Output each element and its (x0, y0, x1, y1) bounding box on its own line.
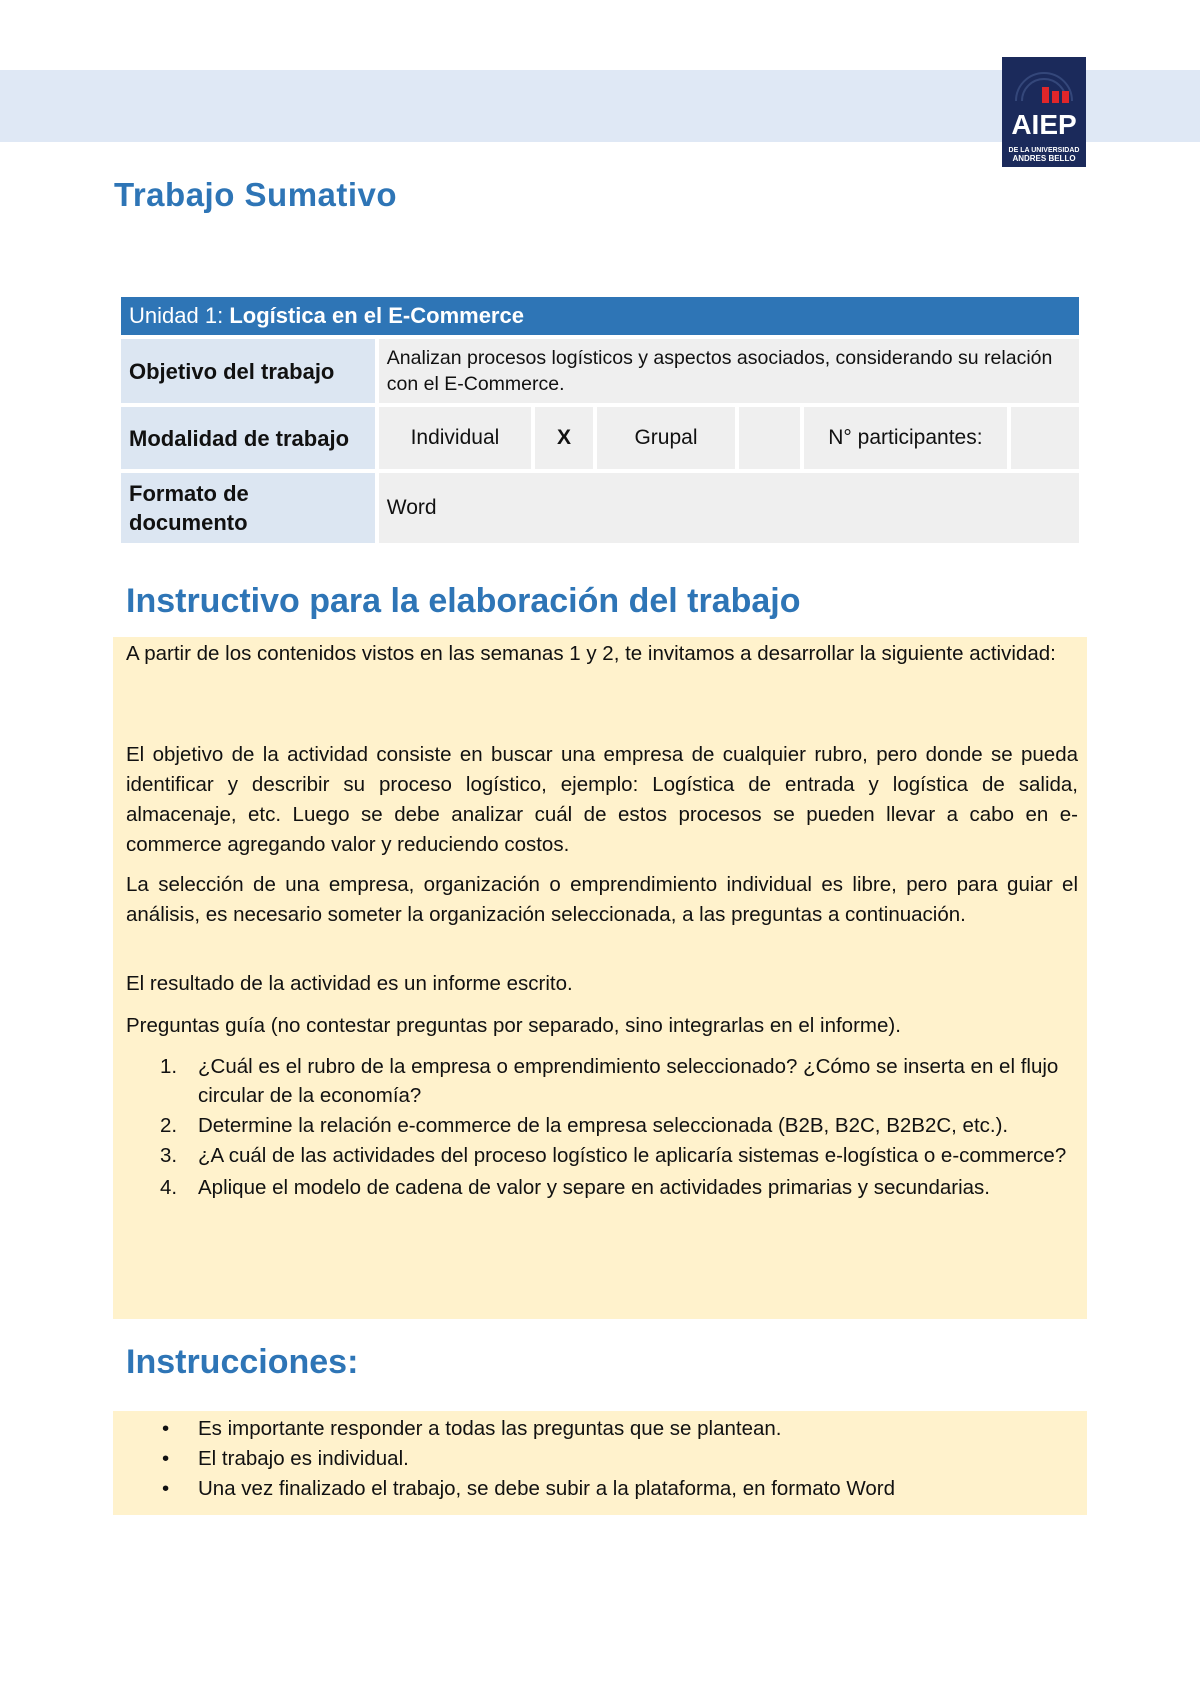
objective-value: Analizan procesos logísticos y aspectos asociados, considerando su relación con el E-Commerce. (379, 339, 1079, 403)
format-label: Formato de documento (121, 473, 375, 543)
list-item-text: ¿Cuál es el rubro de la empresa o emprendimiento seleccionado? ¿Cómo se inserta en el flujo circular de la economía? (198, 1055, 1059, 1107)
unit-name: Logística en el E-Commerce (229, 303, 524, 328)
list-item-text: Una vez finalizado el trabajo, se debe subir a la plataforma, en formato Word (198, 1477, 895, 1500)
participants-label: N° participantes: (804, 407, 1007, 469)
bullet-icon: • (162, 1417, 170, 1440)
info-table (117, 293, 1083, 547)
list-number: 1. (160, 1055, 178, 1078)
modality-label: Modalidad de trabajo (121, 407, 375, 469)
result-paragraph: El resultado de la actividad es un informe escrito. (126, 972, 573, 995)
unit-header (121, 297, 1079, 335)
bullet-icon: • (162, 1447, 170, 1470)
intro-paragraph: A partir de los contenidos vistos en las semanas 1 y 2, te invitamos a desarrollar la siguiente actividad: (126, 642, 1056, 665)
logo-text: AIEP (1011, 109, 1077, 140)
list-item (160, 1474, 1080, 1504)
list-item (160, 1414, 1080, 1444)
bullet-icon: • (162, 1477, 170, 1500)
list-number: 4. (160, 1176, 178, 1199)
list-item-text: Aplique el modelo de cadena de valor y separe en actividades primarias y secundarias. (198, 1176, 990, 1199)
instrucciones-heading: Instrucciones: (126, 1343, 359, 1381)
individual-label: Individual (379, 407, 531, 469)
guide-questions-list (160, 1052, 1080, 1206)
list-item (160, 1052, 1080, 1110)
unit-prefix: Unidad 1: (129, 303, 224, 328)
group-label: Grupal (597, 407, 735, 469)
list-item-text: Determine la relación e-commerce de la empresa seleccionada (B2B, B2C, B2B2C, etc.). (198, 1114, 1009, 1137)
aiep-logo (1002, 57, 1086, 167)
individual-mark: X (535, 407, 593, 469)
group-mark (739, 407, 800, 469)
list-item (160, 1111, 1080, 1140)
list-item-text: ¿A cuál de las actividades del proceso logístico le aplicaría sistemas e-logística o e-commerce? (198, 1144, 1067, 1167)
instructivo-heading: Instructivo para la elaboración del trabajo (126, 582, 801, 620)
list-number: 2. (160, 1114, 178, 1137)
list-item-text: Es importante responder a todas las preguntas que se plantean. (198, 1417, 782, 1440)
list-item (160, 1444, 1080, 1474)
logo-subtext-2: ANDRES BELLO (1012, 154, 1076, 163)
list-item (160, 1141, 1080, 1170)
objective-label: Objetivo del trabajo (121, 339, 375, 403)
format-value: Word (379, 473, 1079, 543)
objective-paragraph: El objetivo de la actividad consiste en buscar una empresa de cualquier rubro, pero donde se pueda identificar y describir su proceso logístico, ejemplo: Logística de entrada y logística de salida, almacenaje, etc. Luego se debe analizar cuál de estos procesos se pueden llevar a cabo en e-commerce agregando valor y reduciendo costos. (126, 743, 1078, 856)
instrucciones-list (160, 1414, 1080, 1504)
list-number: 3. (160, 1144, 178, 1167)
list-item-text: El trabajo es individual. (198, 1447, 409, 1470)
participants-value (1011, 407, 1079, 469)
list-item (160, 1171, 1080, 1205)
guide-questions-intro: Preguntas guía (no contestar preguntas por separado, sino integrarlas en el informe). (126, 1014, 901, 1037)
document-title: Trabajo Sumativo (114, 176, 398, 213)
logo-subtext-1: DE LA UNIVERSIDAD (1008, 147, 1080, 154)
selection-paragraph: La selección de una empresa, organización o emprendimiento individual es libre, pero para guiar el análisis, es necesario someter la organización seleccionada, a las preguntas a continuación. (126, 873, 1078, 926)
